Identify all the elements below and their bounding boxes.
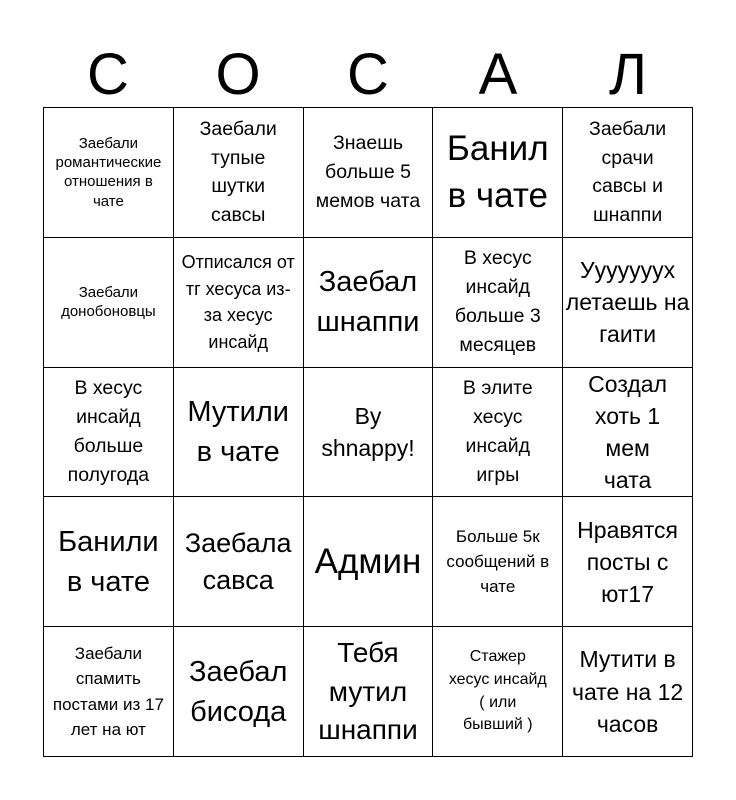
bingo-cell-r2c3[interactable]: [304, 238, 434, 368]
bingo-cell-r1c2[interactable]: [174, 108, 304, 238]
cell-text: Заебал бисода: [188, 655, 288, 728]
cell-text: Стажер хесус инсайд ( или бывший ): [448, 648, 547, 734]
title-letter-3: С: [347, 42, 389, 107]
cell-text: Заебали срачи савсы и шнаппи: [589, 117, 667, 227]
cell-text: Ууууууух летаешь на гаити: [565, 256, 690, 348]
bingo-cell-r3c3[interactable]: [304, 368, 434, 498]
bingo-cell-r5c3[interactable]: [304, 627, 434, 757]
cell-text: Больше 5к сообщений в чате: [446, 527, 550, 597]
cell-text: В хесус инсайд больше 3 месяцев: [454, 247, 541, 357]
cell-text: Мутили в чате: [187, 395, 289, 468]
bingo-cell-r5c5[interactable]: [563, 627, 693, 757]
cell-text: В хесус инсайд больше полугода: [67, 377, 150, 486]
bingo-cell-r1c3[interactable]: [304, 108, 434, 238]
cell-text: Заебали донобоновцы: [61, 284, 156, 321]
cell-text: Банили в чате: [58, 525, 159, 598]
bingo-title: [43, 40, 693, 110]
bingo-cell-r5c1[interactable]: [44, 627, 174, 757]
cell-text: Тебя мутил шнаппи: [318, 637, 418, 745]
cell-text: Знаешь больше 5 мемов чата: [315, 132, 421, 212]
bingo-cell-r2c2[interactable]: [174, 238, 304, 368]
title-letter-1: С: [87, 42, 129, 107]
bingo-cell-r4c5[interactable]: [563, 497, 693, 627]
cell-text: Заебали спамить постами из 17 лет на ют: [52, 644, 164, 739]
bingo-cell-r3c1[interactable]: [44, 368, 174, 498]
title-letter-2: О: [215, 42, 261, 107]
cell-text: Нравятся посты с ют17: [577, 516, 679, 607]
bingo-cell-r1c4[interactable]: [433, 108, 563, 238]
bingo-cell-r4c3[interactable]: [304, 497, 434, 627]
bingo-cell-r2c1[interactable]: [44, 238, 174, 368]
bingo-cell-r1c1[interactable]: [44, 108, 174, 238]
bingo-cell-r4c4[interactable]: [433, 497, 563, 627]
cell-text: Заебали тупые шутки савсы: [199, 117, 277, 227]
bingo-cell-r3c5[interactable]: [563, 368, 693, 498]
cell-text: Создал хоть 1 мем чата: [588, 370, 667, 494]
cell-text: Заебал шнаппи: [316, 266, 420, 339]
bingo-grid: [43, 107, 693, 757]
bingo-cell-r5c4[interactable]: [433, 627, 563, 757]
cell-text: Заебала савса: [184, 527, 292, 595]
cell-text: Админ: [314, 542, 422, 582]
bingo-cell-r4c1[interactable]: [44, 497, 174, 627]
bingo-cell-r2c4[interactable]: [433, 238, 563, 368]
cell-text: Отписался от тг хесуса из-за хесус инсайд: [181, 251, 295, 352]
cell-text: Банил в чате: [446, 129, 549, 216]
cell-text: В элите хесус инсайд игры: [462, 377, 533, 486]
title-letter-4: А: [478, 42, 518, 107]
bingo-cell-r2c5[interactable]: [563, 238, 693, 368]
cell-text: Мутити в чате на 12 часов: [571, 646, 684, 737]
bingo-cell-r5c2[interactable]: [174, 627, 304, 757]
title-letter-5: Л: [608, 42, 648, 107]
bingo-cell-r3c4[interactable]: [433, 368, 563, 498]
cell-text: By shnappy!: [321, 402, 415, 461]
cell-text: Заебали романтические отношения в чате: [55, 135, 162, 210]
bingo-cell-r3c2[interactable]: [174, 368, 304, 498]
bingo-cell-r4c2[interactable]: [174, 497, 304, 627]
bingo-cell-r1c5[interactable]: [563, 108, 693, 238]
